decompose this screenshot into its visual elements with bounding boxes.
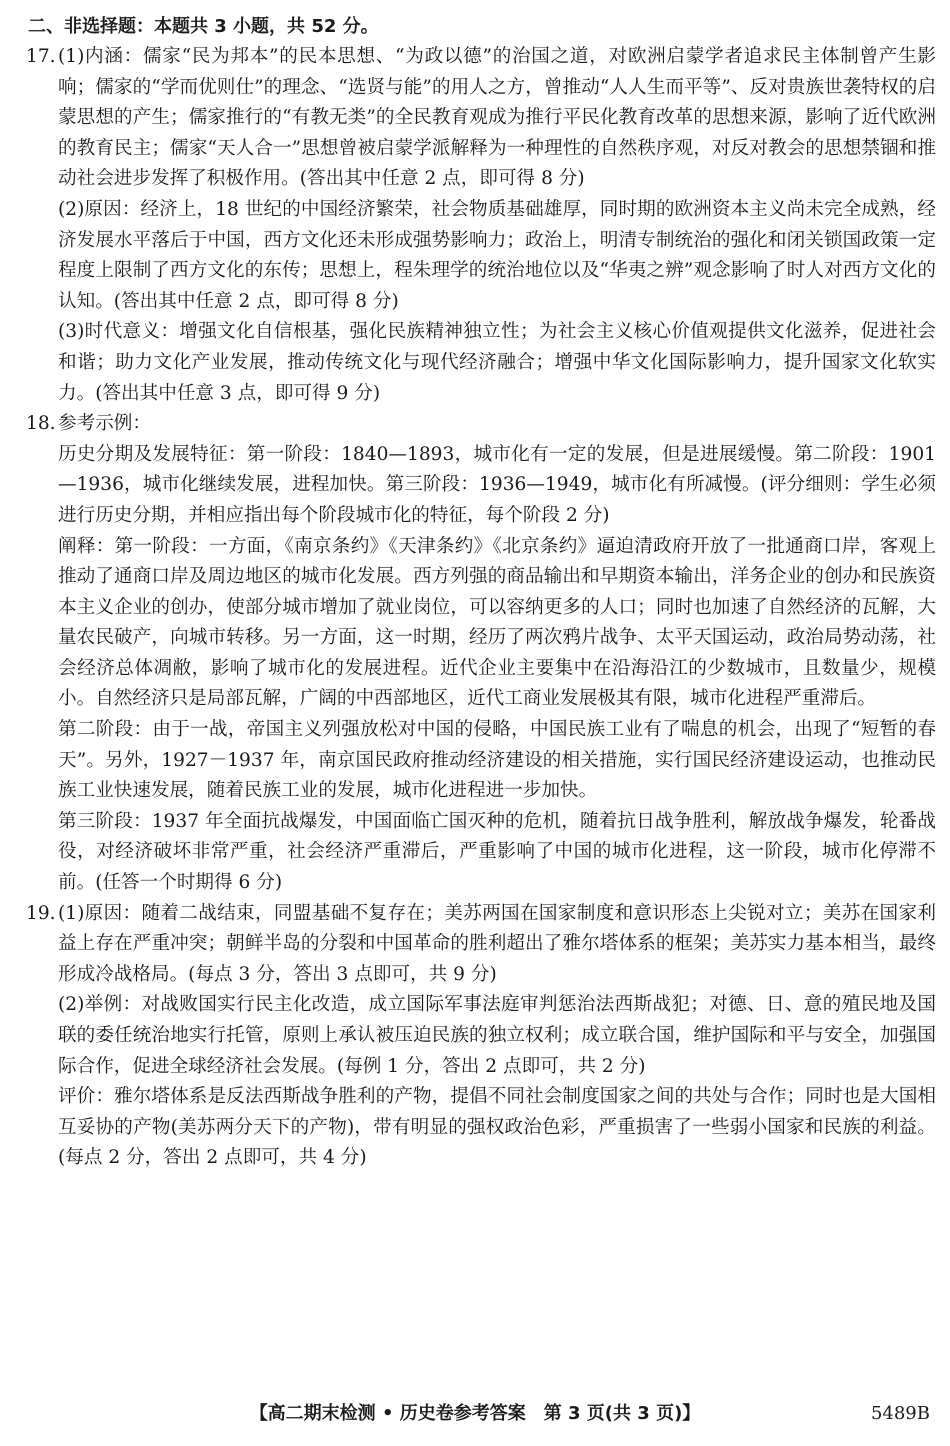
answer-paragraph: (2)举例：对战败国实行民主化改造，成立国际军事法庭审判惩治法西斯战犯；对德、日、意的殖民地及国联的委任统治地实行托管，原则上承认被压迫民族的独立权利；成立联合国，维护国际和平与安全，加强国际合作，促进全球经济社会发展。(每例 1 分，答出 2 点即可，共 2 分)	[58, 994, 936, 1077]
answer-paragraph: (1)内涵：儒家“民为邦本”的民本思想、“为政以德”的治国之道，对欧洲启蒙学者追求民主体制曾产生影响；儒家的“学而优则仕”的理念、“选贤与能”的用人之方，曾推动“人人生而平等”、反对贵族世袭特权的启蒙思想的产生；儒家推行的“有教无类”的全民教育观成为推行平民化教育改革的思想来源，影响了近代欧洲的教育民主；儒家“天人合一”思想曾被启蒙学派解释为一种理性的自然秩序观，对反对教会的思想禁锢和推动社会进步发挥了积极作用。(答出其中任意 2 点，即可得 8 分)	[58, 46, 936, 190]
page-footer	[0, 1399, 950, 1429]
question-number: 18.	[26, 413, 56, 435]
footer-title: 【高二期末检测 • 历史卷参考答案 第 3 页(共 3 页)】	[249, 1403, 701, 1424]
answer-paragraph: 历史分期及发展特征：第一阶段：1840—1893，城市化有一定的发展，但是进展缓慢。第二阶段：1901—1936，城市化继续发展，进程加快。第三阶段：1936—1949，城市化有所减慢。(评分细则：学生必须进行历史分期，并相应指出每个阶段城市化的特征，每个阶段 2 分)	[58, 443, 936, 526]
answer-paragraph: 第二阶段：由于一战，帝国主义列强放松对中国的侵略，中国民族工业有了喘息的机会，出现了“短暂的春天”。另外，1927－1937 年，南京国民政府推动经济建设的相关措施，实行国民经济建设运动，也推动民族工业快速发展，随着民族工业的发展，城市化进程进一步加快。	[58, 719, 936, 802]
answer-paragraph: (3)时代意义：增强文化自信根基，强化民族精神独立性；为社会主义核心价值观提供文化滋养，促进社会和谐；助力文化产业发展，推动传统文化与现代经济融合；增强中华文化国际影响力，提升国家文化软实力。(答出其中任意 3 点，即可得 9 分)	[58, 321, 936, 404]
answer-paragraph: (1)原因：随着二战结束，同盟基础不复存在；美苏两国在国家制度和意识形态上尖锐对立；美苏在国家利益上存在严重冲突；朝鲜半岛的分裂和中国革命的胜利超出了雅尔塔体系的框架；美苏实力基本相当，最终形成冷战格局。(每点 3 分，答出 3 点即可，共 9 分)	[58, 902, 936, 985]
answer-content	[28, 12, 936, 1174]
answer-paragraph: (2)原因：经济上，18 世纪的中国经济繁荣，社会物质基础雄厚，同时期的欧洲资本主义尚未完全成熟，经济发展水平落后于中国，西方文化还未形成强势影响力；政治上，明清专制统治的强化和闭关锁国政策一定程度上限制了西方文化的东传；思想上，程朱理学的统治地位以及“华夷之辨”观念影响了时人对西方文化的认知。(答出其中任意 2 点，即可得 8 分)	[58, 198, 936, 312]
question-19	[28, 899, 936, 1174]
answer-paragraph: 评价：雅尔塔体系是反法西斯战争胜利的产物，提倡不同社会制度国家之间的共处与合作；同时也是大国相互妥协的产物(美苏两分天下的产物)，带有明显的强权政治色彩，严重损害了一些弱小国家和民族的利益。(每点 2 分，答出 2 点即可，共 4 分)	[58, 1086, 936, 1169]
document-code: 5489B	[870, 1403, 930, 1424]
question-17	[28, 42, 936, 409]
question-18	[28, 409, 936, 899]
answer-paragraph: 参考示例：	[58, 413, 151, 435]
answer-paragraph: 第三阶段：1937 年全面抗战爆发，中国面临亡国灭种的危机，随着抗日战争胜利，解放战争爆发，轮番战役，对经济破坏非常严重，社会经济严重滞后，严重影响了中国的城市化进程，这一阶段，城市化停滞不前。(任答一个时期得 6 分)	[58, 810, 936, 894]
question-number: 17.	[26, 46, 56, 67]
answer-paragraph: 阐释：第一阶段：一方面，《南京条约》《天津条约》《北京条约》逼迫清政府开放了一批通商口岸，客观上推动了通商口岸及周边地区的城市化发展。西方列强的商品输出和早期资本输出，洋务企业的创办和民族资本主义企业的创办，使部分城市增加了就业岗位，可以容纳更多的人口；同时也加速了自然经济的瓦解，大量农民破产，向城市转移。另一方面，这一时期，经历了两次鸦片战争、太平天国运动，政治局势动荡，社会经济总体凋敝，影响了城市化的发展进程。近代企业主要集中在沿海沿江的少数城市，且数量少，规模小。自然经济只是局部瓦解，广阔的中西部地区，近代工商业发展极其有限，城市化进程严重滞后。	[58, 535, 936, 710]
section-title: 二、非选择题：本题共 3 小题，共 52 分。	[28, 16, 379, 37]
question-number: 19.	[26, 902, 56, 924]
